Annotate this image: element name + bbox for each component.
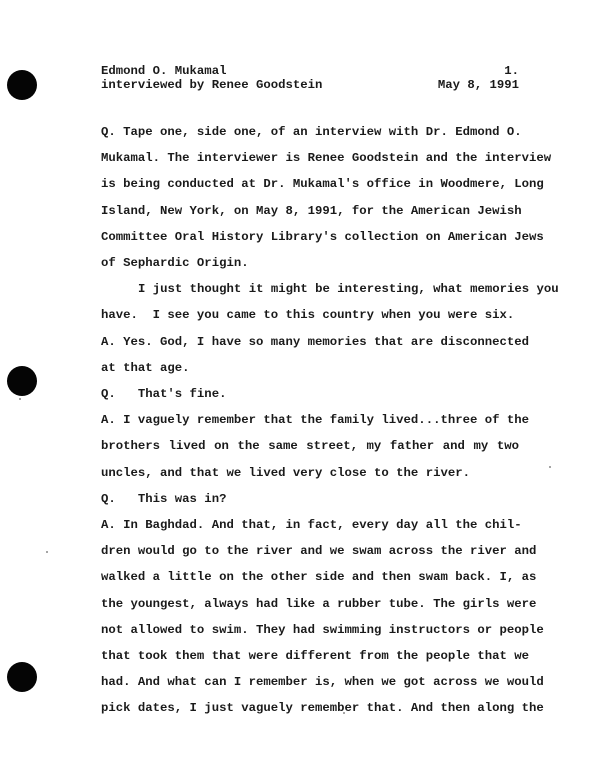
transcript-line: Q. That's fine. bbox=[101, 387, 227, 401]
interviewer-credit: interviewed by Renee Goodstein bbox=[101, 78, 323, 92]
page-header bbox=[101, 64, 519, 92]
transcript-line: have. I see you came to this country when you were six. bbox=[101, 308, 515, 323]
scan-speck bbox=[549, 466, 551, 468]
transcript-line: the youngest, always had like a rubber tube. The girls were bbox=[101, 596, 537, 611]
transcript-line: Mukamal. The interviewer is Renee Goodstein and the interview bbox=[101, 151, 552, 166]
transcript-line: A. In Baghdad. And that, in fact, every day all the chil- bbox=[101, 518, 522, 532]
transcript-line: Island, New York, on May 8, 1991, for the American Jewish bbox=[101, 203, 522, 218]
transcript-line: that took them that were different from the people that we bbox=[101, 649, 530, 663]
scan-speck bbox=[19, 398, 21, 400]
transcript-line: Committee Oral History Library's collection on American Jews bbox=[101, 229, 544, 244]
transcript-line: I just thought it might be interesting, what memories you bbox=[138, 282, 559, 297]
transcript-line: walked a little on the other side and then swam back. I, as bbox=[101, 570, 537, 585]
transcript-line: of Sephardic Origin. bbox=[101, 256, 249, 270]
transcript-line: Q. Tape one, side one, of an interview with Dr. Edmond O. bbox=[101, 125, 522, 139]
scan-speck bbox=[46, 551, 48, 553]
transcript-line: pick dates, I just vaguely remember that. And then along the bbox=[101, 701, 544, 716]
header-row-2 bbox=[101, 78, 519, 92]
punch-hole-bottom bbox=[7, 662, 37, 692]
page-number: 1. bbox=[504, 64, 519, 78]
transcript-line: uncles, and that we lived very close to the river. bbox=[101, 465, 470, 480]
transcript-line: brothers lived on the same street, my father and my two bbox=[101, 439, 519, 454]
transcript-line: not allowed to swim. They had swimming instructors or people bbox=[101, 622, 544, 637]
transcript-line: A. Yes. God, I have so many memories that are disconnected bbox=[101, 334, 530, 349]
transcript-line: Q. This was in? bbox=[101, 491, 227, 506]
transcript-line: at that age. bbox=[101, 360, 190, 375]
transcript-line: dren would go to the river and we swam across the river and bbox=[101, 544, 537, 559]
interviewee-name: Edmond O. Mukamal bbox=[101, 64, 227, 78]
transcript-line: A. I vaguely remember that the family lived...three of the bbox=[101, 413, 530, 428]
punch-hole-middle bbox=[7, 366, 37, 396]
header-row-1 bbox=[101, 64, 519, 78]
interview-date: May 8, 1991 bbox=[437, 78, 519, 92]
transcript-line: is being conducted at Dr. Mukamal's office in Woodmere, Long bbox=[101, 177, 544, 192]
transcript-line: had. And what can I remember is, when we got across we would bbox=[101, 675, 544, 690]
punch-hole-top bbox=[7, 70, 37, 100]
